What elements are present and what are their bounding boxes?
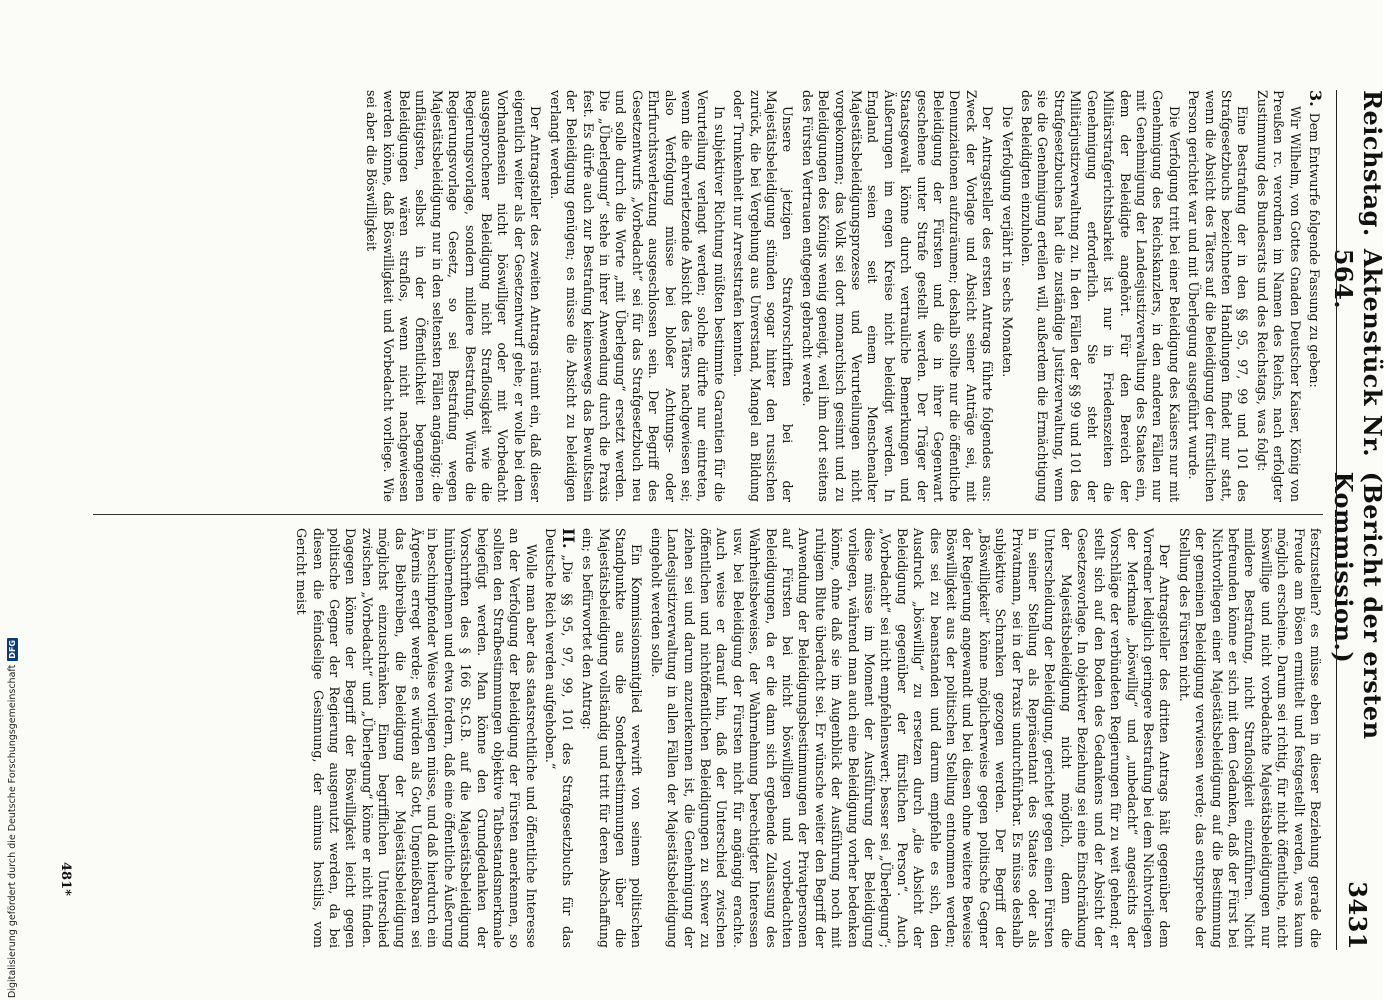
paragraph: Der Antragsteller des zweiten Antrags räumt ein, daß dieser eigentlich weiter als der Gesetzentwurf gehe; er wolle bei dem Vorhandensein nicht böswilliger oder mit Vorbedacht ausgesprochener Beleidigung nicht Straflosigkeit wie die Regierungsvorlage, sondern mildere Bestrafung. Würde die Regierungsvorlage Gesetz, so sei Bestrafung wegen Majestätsbeleidigung nur in den seltensten Fällen angängig; die unflätigsten, selbst in der Öffentlichkeit begangenen Beleidigungen wären straflos, wenn nicht nachgewiesen werden könne, daß Böswilligkeit und Vorbedacht vorliege. Wie sei aber die Böswilligkeit: [364, 90, 544, 502]
paragraph: Unsere jetzigen Strafvorschriften bei der Majestätsbeleidigung stünden sogar hinter den russischen zurück, die bei Vergehung aus Unverstand, Mangel an Bildung oder Trunkenheit nur Arreststrafen kennten.: [731, 90, 796, 502]
page-header: [1329, 90, 1387, 950]
header-rule: [1336, 90, 1337, 950]
digitization-text: Digitalisierung gefördert durch die Deutsche Forschungsgemeinschaft: [6, 664, 18, 998]
paragraph: [542, 528, 576, 948]
paragraph: Wolle man aber das staatsrechtliche und öffentliche Interesse an der Verfolgung der Beleidigung der Fürsten anerkennen, so sollten den Strafbestimmungen objektive Tatbestandsmerkmale beigefügt werden. Man könne den Grundgedanken der Vorschriften des § 166 St.G.B. auf die Majestätsbeleidigung hinübernehmen und etwa fordern, daß eine öffentliche Äußerung in beschimpfender Weise vorliegen müsse, und daß hierdurch ein Ärgernis erregt werde; es würden als Gott, Ungenießbaren sei das Beibreiben, die Beleidigung der Majestätsbeleidigung möglichst einzuschränken. Einen begrifflichen Unterschied zwischen „Vorbedacht“ und „Überlegung“ könne er nicht finden. Dagegen könne der Begriff der Böswilligkeit leicht gegen politische Gegner der Regierung ausgenutzt werden, da bei diesen die feindselige Gesinnung, der animus hostilis, vom Gericht meist: [294, 528, 539, 948]
paragraph: Die Verfolgung verjährt in sechs Monaten.: [999, 106, 1015, 378]
quoted-motion: „Die §§ 95, 97, 99, 101 des Strafgesetzbuchs für das Deutsche Reich werden aufgehoben.“: [543, 528, 575, 948]
paragraph: In subjektiver Richtung müßten bestimmte Garantien für die Verurteilung verlangt werden; solche dürfte nur eintreten, wenn die ehrverletzende Absicht des Täters nachgewiesen sei; also Verfolgung müsse bei bloßer Achtungs- oder Ehrfurchtsverletzung ausgeschlossen sein. Der Begriff des Gesetzentwurfs „Vorbedacht“ sei für das Strafgesetzbuch neu und solle durch die Worte „mit Überlegung“ ersetzt werden. Die „Überlegung“ stehe in ihrer Anwendung durch die Praxis fest. Es dürfe auch zur Bestrafung keineswegs das Bewußtsein der Beleidigung genügen; es müsse die Absicht zu beleidigen verlangt werden.: [547, 90, 727, 502]
paragraph-text: Dem Entwurfe folgende Fassung zu geben:: [1307, 112, 1322, 388]
section-number: II.: [558, 528, 578, 549]
paragraph: [1306, 90, 1323, 502]
left-column: [83, 90, 1323, 502]
dfg-logo: DFG: [7, 640, 17, 659]
column-divider: [93, 514, 1323, 515]
paragraph: Die Verfolgung tritt bei einer Beleidigung des Kaisers nur mit Genehmigung des Reichskanzlers, in den anderen Fällen nur mit Genehmigung der Landesjustizverwaltung des Staates ein, dem der Beleidigte angehört. Für den Bereich der Militärstrafgerichtsbarkeit ist nur in Friedenszeiten die Genehmigung erforderlich. Sie steht der Militärjustizverwaltung zu. In den Fällen der §§ 99 und 101 des Strafgesetzbuches hat die zuständige Justizverwaltung, wenn sie die Genehmigung erteilen will, außerdem die Ermächtigung des Beleidigten einzuholen.: [1019, 90, 1182, 502]
paragraph: Der Antragsteller des ersten Antrags führte folgendes aus: Zweck der Vorlage und Absicht seiner Anträge sei, mit Denunziationen aufzuräumen; deshalb sollte nur die öffentliche Beleidigung der Fürsten und die in ihrer Gegenwart geschehene unter Strafe gestellt werden. Der Träger der Staatsgewalt könne durch vertrauliche Bemerkungen und Äußerungen im engen Kreise nicht beleidigt werden. In England seien seit einem Menschenalter Majestätsbeleidigungsprozesse und Verurteilungen nicht vorgekommen; das Volk sei dort monarchisch gesinnt und zu Beleidigungen des Königs wenig geneigt, weil ihm dort seitens des Fürsten Vertrauen entgegen gebracht werde.: [799, 90, 996, 502]
paragraph: Ein Kommissionsmitglied verwirft von seinem politischen Standpunkte aus die Sonderbestimmungen über die Majestätsbeleidigung vollständig und tritt für deren Abschaffung ein; es befürwortet den Antrag:: [580, 528, 645, 948]
header-reichstag: Reichstag.: [1358, 90, 1387, 237]
header-section: (Bericht der ersten Kommission.): [1329, 471, 1387, 740]
paragraph: festzustellen? es müsse eben in dieser Beziehung gerade die Freude am Bösen ermittelt und festgestellt werden, was kaum möglich erscheine. Darum sei richtig, für nicht öffentliche, nicht böswillige und nicht vorbedachte Majestätsbeleidigungen nur mildere Bestrafung, nicht Straflosigkeit einzuführen. Nicht befreunden könne er sich mit dem Gedanken, daß der Fürst bei Nichtvorliegen einer Majestätsbeleidigung auf die Bestimmung der gemeinen Beleidigung verwiesen werde; das entspreche der Stellung des Fürsten nicht.: [1176, 528, 1323, 948]
header-left: [1329, 90, 1387, 472]
signature-mark: 481*: [58, 862, 73, 896]
paragraph: Eine Bestrafung der in den §§ 95, 97, 99 und 101 des Strafgesetzbuchs bezeichneten Handlungen findet nur statt, wenn die Absicht des Täters auf die Beleidigung der fürstlichen Person gerichtet war und mit Überlegung ausgeführt wurde.: [1186, 90, 1251, 502]
item-number: 3.: [1306, 90, 1325, 107]
paragraph: Wir Wilhelm, von Gottes Gnaden Deutscher Kaiser, König von Preußen rc. verordnen im Namen des Reichs, nach erfolgter Zustimmung des Bundesrats und des Reichstags, was folgt:: [1254, 90, 1303, 502]
paragraph: Der Antragsteller des dritten Antrags hält gegenüber dem Vorredner lediglich geringere Bestrafung bei dem Nichtvorliegen der Merkmale „böswillig“ und „unbedacht“ angesichts der Vorschläge der verbündeten Regierungen für zu weit gehend; er stellt sich auf den Boden des Gedankens und der Absicht der Gesetzesvorlage. In objektiver Beziehung sei eine Einschränkung der Majestätsbeleidigung nicht möglich, denn die Unterscheidung der Beleidigung, gerichtet gegen einen Fürsten in seiner Stellung als Repräsentant des Staates oder als Privatmann, sei in der Praxis undurchführbar. Es müsse deshalb subjektive Schranken gezogen werden. Der Begriff der „Böswilligkeit“ könne möglicherweise gegen politische Gegner der Regierung angewandt und bei diesen ohne weitere Beweise Böswilligkeit aus der politischen Stellung entnommen werden; dies sei zu beanstanden und darum empfehle es sich, den Ausdruck „böswillig“ zu ersetzen durch „die Absicht der Beleidigung gegenüber der fürstlichen Person“. Auch „Vorbedacht“ sei nicht empfehlenswert; besser sei „Überlegung“; diese müsse im Moment der Ausführung der Beleidigung vorliegen, während man auch eine Beleidigung vorher bedenken könne, ohne daß sie im Augenblick der Ausführung noch mit ruhigem Blute überdacht sei. Er wünsche weiter den Begriff der Anwendung der Beleidigungsbestimmungen der Privatpersonen auf Fürsten bei nicht böswilligen und vorbedachten Beleidigungen, da er die dann sich ergebende Zulassung des Wahrheitsbeweises, der Wahrnehmung berechtigter Interessen usw. bei Beleidigung der Fürsten nicht für angängig erachte. Auch weise er darauf hin, daß der Unterschied zwischen öffentlichen und nichtöffentlichen Beleidigungen zu schwer zu ziehen sei und darum anzuerkennen ist, die Genehmigung der Landesjustizverwaltung in allen Fällen der Majestätsbeleidigung eingeholt werden solle.: [648, 528, 1173, 948]
header-aktenstueck: Aktenstück Nr. 564.: [1329, 248, 1387, 458]
page-number: 3431: [1343, 881, 1373, 950]
digitization-note: [4, 618, 20, 998]
right-column: [83, 528, 1323, 948]
